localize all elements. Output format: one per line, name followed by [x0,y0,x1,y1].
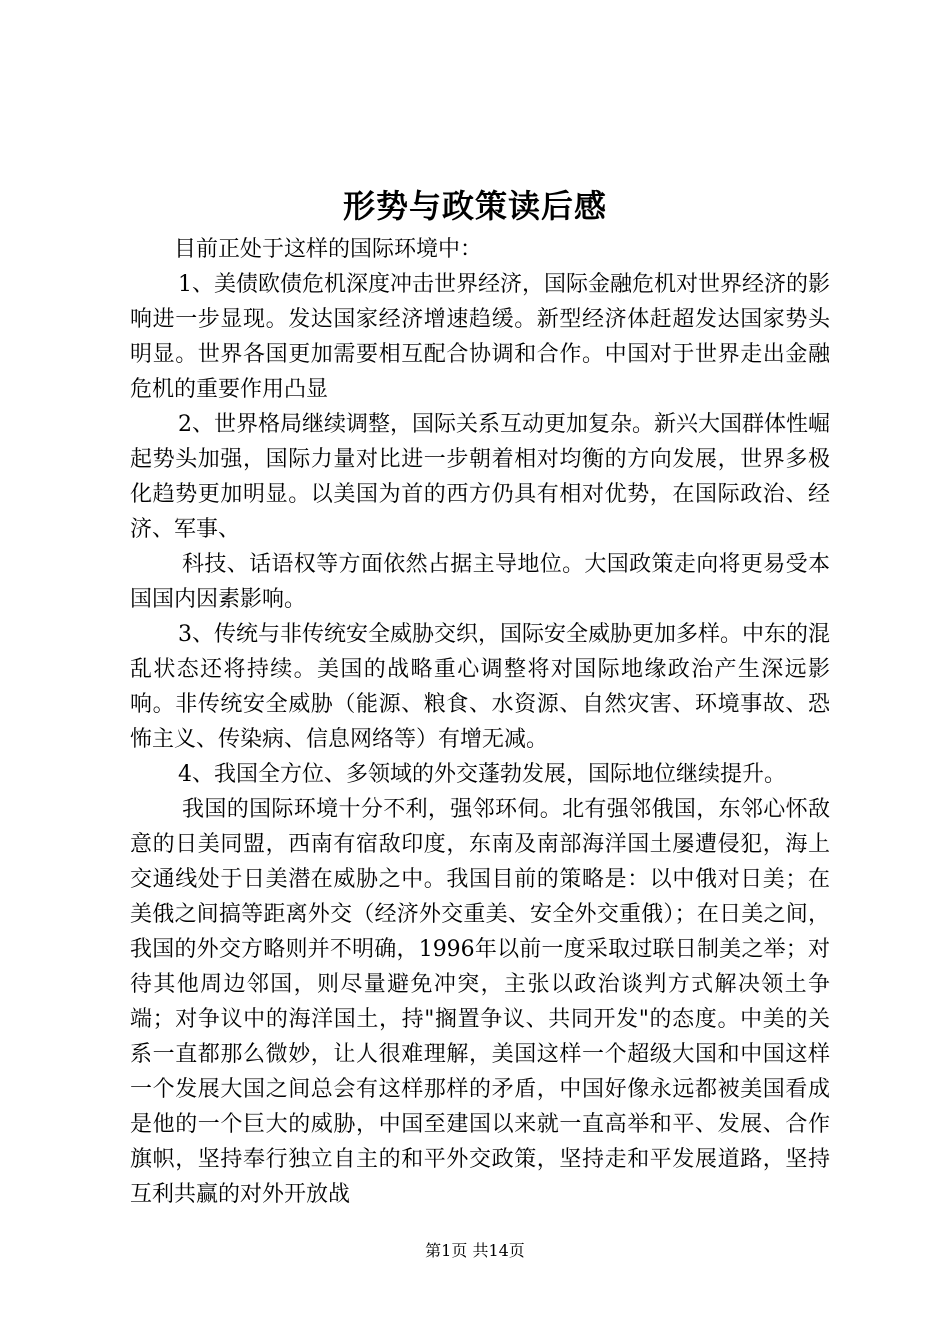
paragraph-point-3: 3、传统与非传统安全威胁交织，国际安全威胁更加多样。中东的混乱状态还将持续。美国的战略重心调整将对国际地缘政治产生深远影响。非传统安全威胁（能源、粮食、水资源、自然灾害、环境事故、恐怖主义、传染病、信息网络等）有增无减。 [130,622,830,752]
paragraph-point-2: 2、世界格局继续调整，国际关系互动更加复杂。新兴大国群体性崛起势头加强，国际力量对比进一步朝着相对均衡的方向发展，世界多极化趋势更加明显。以美国为首的西方仍具有相对优势，在国际政治、经济、军事、 [130,412,830,542]
paragraph-point-1: 1、美债欧债危机深度冲击世界经济，国际金融危机对世界经济的影响进一步显现。发达国家经济增速趋缓。新型经济体赶超发达国家势头明显。世界各国更加需要相互配合协调和合作。中国对于世界走出金融危机的重要作用凸显 [130,272,830,402]
paragraph-point-4: 4、我国全方位、多领域的外交蓬勃发展，国际地位继续提升。 [178,762,786,787]
paragraph-analysis: 我国的国际环境十分不利，强邻环伺。北有强邻俄国，东邻心怀敌意的日美同盟，西南有宿敌印度，东南及南部海洋国土屡遭侵犯，海上交通线处于日美潜在威胁之中。我国目前的策略是：以中俄对日美；在美俄之间搞等距离外交（经济外交重美、安全外交重俄）；在日美之间，我国的外交方略则并不明确，1996年以前一度采取过联日制美之举；对待其他周边邻国，则尽量避免冲突，主张以政治谈判方式解决领土争端；对争议中的海洋国土，持"搁置争议、共同开发"的态度。中美的关系一直都那么微妙，让人很难理解，美国这样一个超级大国和中国这样一个发展大国之间总会有这样那样的矛盾，中国好像永远都被美国看成是他的一个巨大的威胁，中国至建国以来就一直高举和平、发展、合作旗帜，坚持奉行独立自主的和平外交政策，坚持走和平发展道路，坚持互利共赢的对外开放战 [130,797,830,1207]
document-title: 形势与政策读后感 [342,187,607,225]
document-body [130,232,830,1212]
paragraph-point-2-continued: 科技、话语权等方面依然占据主导地位。大国政策走向将更易受本国国内因素影响。 [130,552,830,612]
paragraph-intro: 目前正处于这样的国际环境中： [174,237,483,262]
page-footer: 第1页 共14页 [425,1241,525,1260]
